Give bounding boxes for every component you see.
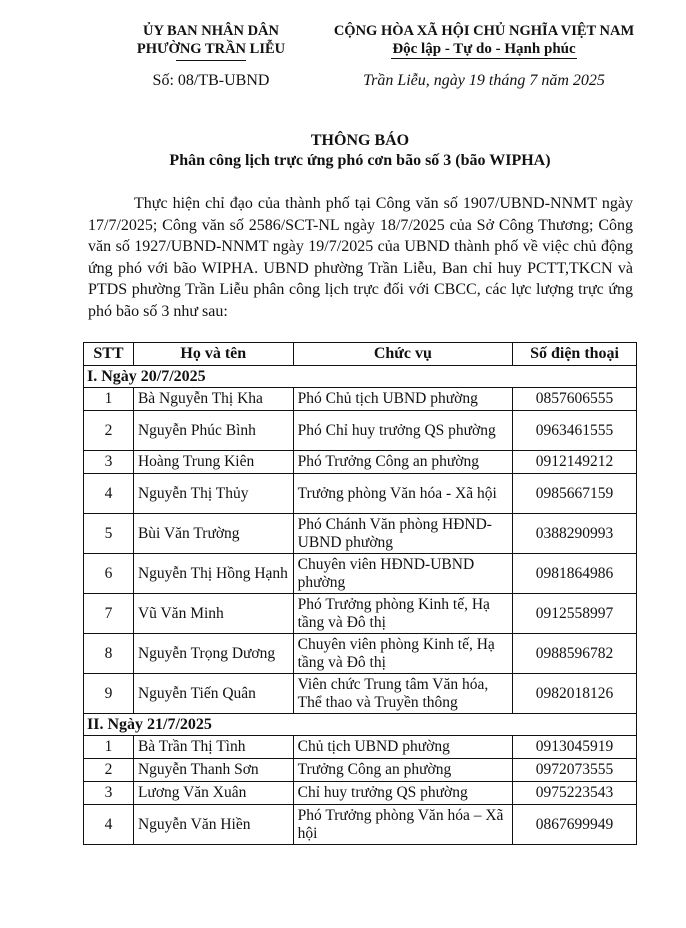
cell-phone: 0913045919 [513, 736, 637, 759]
table-row [84, 554, 637, 594]
table-row [84, 736, 637, 759]
cell-stt: 3 [84, 782, 134, 805]
table-row [84, 514, 637, 554]
document-number: Số: 08/TB-UBND [152, 72, 270, 89]
cell-name: Vũ Văn Minh [133, 594, 293, 634]
table-row [84, 805, 637, 845]
cell-stt: 2 [84, 759, 134, 782]
cell-phone: 0912149212 [513, 451, 637, 474]
national-motto: Độc lập - Tự do - Hạnh phúc [392, 41, 576, 57]
cell-role: Chỉ huy trưởng QS phường [293, 782, 512, 805]
table-row [84, 411, 637, 451]
cell-phone: 0857606555 [513, 388, 637, 411]
cell-name: Hoàng Trung Kiên [133, 451, 293, 474]
cell-phone: 0982018126 [513, 674, 637, 714]
cell-phone: 0985667159 [513, 474, 637, 514]
agency-line-2: PHƯỜNG TRẦN LIỄU [136, 41, 286, 57]
cell-name: Nguyễn Thị Hồng Hạnh [133, 554, 293, 594]
cell-phone: 0388290993 [513, 514, 637, 554]
cell-stt: 4 [84, 805, 134, 845]
cell-stt: 5 [84, 514, 134, 554]
agency-line-1: ỦY BAN NHÂN DÂN [142, 23, 279, 39]
cell-role: Phó Chủ tịch UBND phường [293, 388, 512, 411]
table-row [84, 451, 637, 474]
cell-stt: 9 [84, 674, 134, 714]
cell-name: Bà Nguyễn Thị Kha [133, 388, 293, 411]
cell-phone: 0975223543 [513, 782, 637, 805]
document-subtitle: Phân công lịch trực ứng phó cơn bão số 3 (bão WIPHA) [169, 152, 551, 169]
intro-paragraph: Thực hiện chỉ đạo của thành phố tại Công văn số 1907/UBND-NNMT ngày 17/7/2025; Công văn số 2586/SCT-NL ngày 18/7/2025 của Sở Công Thương; Công văn số 1927/UBND-NNMT ngày 19/7/2025 của UBND thành phố về việc chủ động ứng phó với bão WIPHA. UBND phường Trần Liễu, Ban chỉ huy PCTT,TKCN và PTDS phường Trần Liễu phân công lịch trực đối với CBCC, các lực lượng trực ứng phó bão số 3 như sau: [88, 195, 633, 320]
cell-phone: 0981864986 [513, 554, 637, 594]
cell-role: Phó Trưởng Công an phường [293, 451, 512, 474]
cell-phone: 0912558997 [513, 594, 637, 634]
cell-phone: 0972073555 [513, 759, 637, 782]
cell-stt: 7 [84, 594, 134, 634]
cell-role: Chủ tịch UBND phường [293, 736, 512, 759]
national-heading [322, 22, 646, 59]
col-header-phone: Số điện thoại [513, 343, 637, 366]
cell-role: Phó Chỉ huy trưởng QS phường [293, 411, 512, 451]
table-row [84, 474, 637, 514]
cell-role: Phó Chánh Văn phòng HĐND-UBND phường [293, 514, 512, 554]
cell-role: Chuyên viên HĐND-UBND phường [293, 554, 512, 594]
document-title: THÔNG BÁO [310, 132, 410, 149]
document-title-block [80, 131, 640, 171]
cell-role: Viên chức Trung tâm Văn hóa, Thể thao và Truyền thông [293, 674, 512, 714]
table-row [84, 759, 637, 782]
cell-name: Nguyễn Thanh Sơn [133, 759, 293, 782]
cell-phone: 0963461555 [513, 411, 637, 451]
nation-name: CỘNG HÒA XÃ HỘI CHỦ NGHĨA VIỆT NAM [333, 23, 635, 39]
cell-stt: 1 [84, 388, 134, 411]
table-row [84, 594, 637, 634]
cell-role: Chuyên viên phòng Kinh tế, Hạ tầng và Đô thị [293, 634, 512, 674]
section-row-day-1 [84, 366, 637, 388]
cell-name: Nguyễn Thị Thủy [133, 474, 293, 514]
cell-phone: 0867699949 [513, 805, 637, 845]
cell-name: Nguyễn Tiến Quân [133, 674, 293, 714]
agency-underline [176, 60, 246, 61]
cell-name: Nguyễn Trọng Dương [133, 634, 293, 674]
table-row [84, 634, 637, 674]
cell-role: Phó Trưởng phòng Văn hóa – Xã hội [293, 805, 512, 845]
issuing-agency [113, 22, 309, 61]
table-row [84, 674, 637, 714]
place-and-date: Trần Liễu, ngày 19 tháng 7 năm 2025 [363, 72, 605, 89]
col-header-stt: STT [84, 343, 134, 366]
motto-underline [391, 58, 577, 59]
table-row [84, 782, 637, 805]
cell-stt: 1 [84, 736, 134, 759]
section-row-day-2 [84, 714, 637, 736]
cell-name: Bùi Văn Trường [133, 514, 293, 554]
cell-name: Bà Trần Thị Tình [133, 736, 293, 759]
duty-roster-table [83, 342, 637, 845]
section-label: I. Ngày 20/7/2025 [84, 366, 637, 388]
cell-role: Trưởng Công an phường [293, 759, 512, 782]
cell-name: Nguyễn Văn Hiền [133, 805, 293, 845]
cell-role: Phó Trưởng phòng Kinh tế, Hạ tầng và Đô thị [293, 594, 512, 634]
cell-role: Trưởng phòng Văn hóa - Xã hội [293, 474, 512, 514]
col-header-name: Họ và tên [133, 343, 293, 366]
cell-name: Lương Văn Xuân [133, 782, 293, 805]
col-header-role: Chức vụ [293, 343, 512, 366]
cell-name: Nguyễn Phúc Bình [133, 411, 293, 451]
cell-stt: 4 [84, 474, 134, 514]
section-label: II. Ngày 21/7/2025 [84, 714, 637, 736]
table-row [84, 388, 637, 411]
table-header-row [84, 343, 637, 366]
cell-stt: 3 [84, 451, 134, 474]
cell-stt: 6 [84, 554, 134, 594]
cell-stt: 8 [84, 634, 134, 674]
cell-stt: 2 [84, 411, 134, 451]
cell-phone: 0988596782 [513, 634, 637, 674]
